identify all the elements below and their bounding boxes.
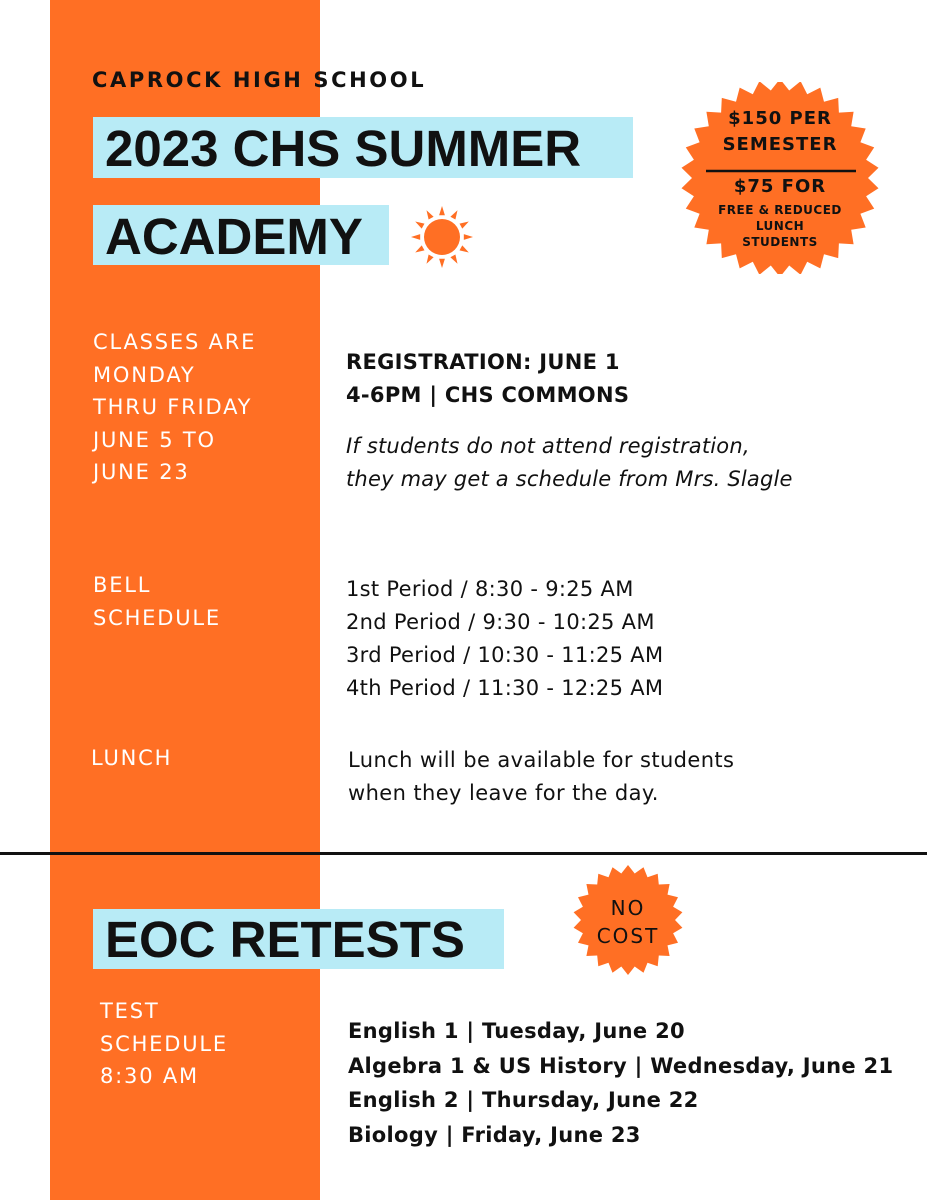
registration-note [346,430,793,496]
classes-label-line: CLASSES ARE [93,330,257,354]
sun-icon [410,205,474,269]
test-row: English 2 | Thursday, June 22 [348,1088,699,1112]
price-line-1: $150 PER [728,108,832,129]
eoc-title [93,909,504,969]
classes-label-line: THRU FRIDAY [93,395,253,419]
registration-time-place: 4-6PM | CHS COMMONS [346,383,630,407]
price-line-6: STUDENTS [742,235,818,249]
price-line-4: FREE & REDUCED [718,203,842,217]
test-row: Biology | Friday, June 23 [348,1122,641,1147]
title-line-2-text: ACADEMY [105,208,363,265]
title-line-2 [93,205,389,265]
eoc-title-text: EOC RETESTS [105,911,465,968]
bell-label-line: SCHEDULE [93,605,221,630]
lunch-label-text: LUNCH [91,746,173,770]
test-label [100,995,228,1093]
test-schedule [348,1014,893,1152]
title-line-1 [93,117,633,178]
bell-schedule [346,573,663,705]
bell-label-line: BELL [93,573,152,597]
registration-date: REGISTRATION: JUNE 1 [346,350,620,374]
price-line-2: SEMESTER [722,134,838,155]
lunch-line: when they leave for the day. [348,781,659,805]
lunch-label [91,742,172,775]
period-row: 2nd Period / 9:30 - 10:25 AM [346,610,655,634]
cost-line-1: NO [610,896,646,920]
registration-info [346,346,629,412]
test-row: Algebra 1 & US History | Wednesday, June 21 [348,1053,894,1078]
cost-line-2: COST [596,924,660,948]
price-line-3: $75 FOR [733,176,827,197]
starburst-badge [573,863,683,978]
price-badge [680,82,880,274]
period-row: 4th Period / 11:30 - 12:25 AM [346,676,664,700]
test-label-line: 8:30 AM [100,1064,199,1088]
price-line-5: LUNCH [755,219,805,233]
classes-label [93,326,256,489]
school-name: CAPROCK HIGH SCHOOL [92,68,427,92]
test-label-line: SCHEDULE [100,1031,228,1056]
classes-label-line: JUNE 23 [93,460,190,484]
period-row: 3rd Period / 10:30 - 11:25 AM [346,643,664,667]
cost-badge [573,863,683,978]
bell-label [93,569,221,634]
section-divider [0,852,927,855]
lunch-line: Lunch will be available for students [348,748,735,772]
classes-label-line: JUNE 5 TO [93,427,216,452]
title-line-1-text: 2023 CHS SUMMER [105,120,582,177]
test-row: English 1 | Tuesday, June 20 [348,1019,685,1043]
test-label-line: TEST [100,999,160,1023]
lunch-text [348,744,734,810]
classes-label-line: MONDAY [93,362,196,387]
registration-note-line: If students do not attend registration, [346,434,750,458]
period-row: 1st Period / 8:30 - 9:25 AM [346,577,634,601]
registration-note-line: they may get a schedule from Mrs. Slagle [346,467,793,491]
